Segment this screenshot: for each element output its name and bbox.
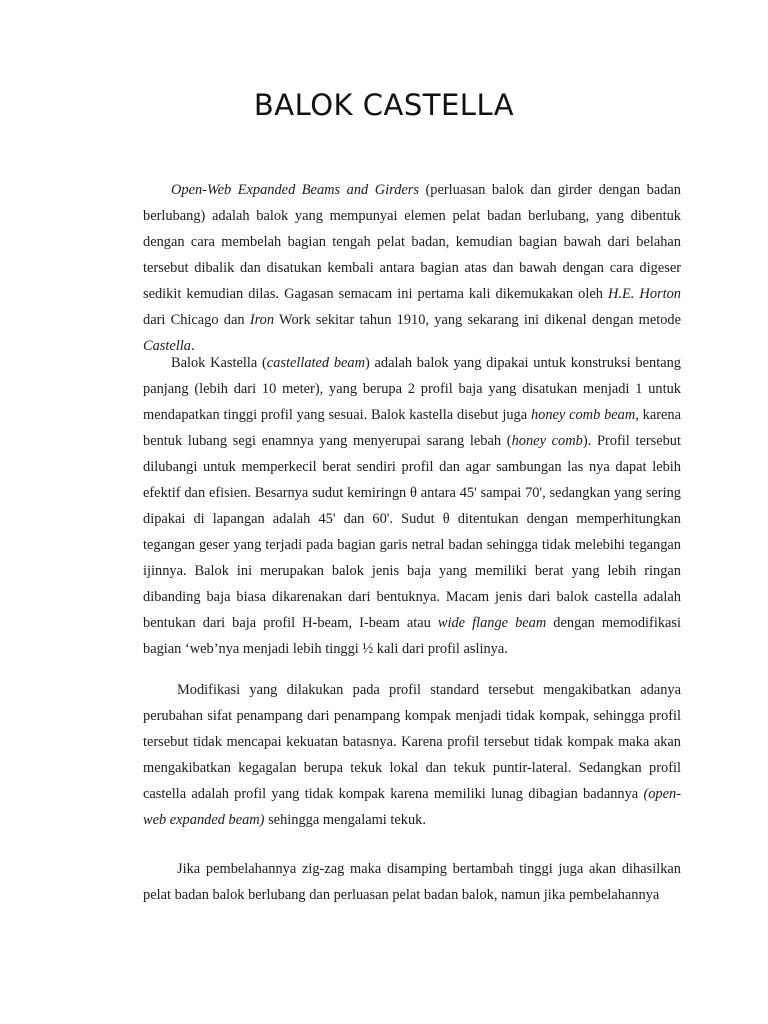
italic-term: wide flange beam xyxy=(437,615,547,631)
paragraph-text: , karena bentuk lubang segi enamnya yang menyerupai sarang lebah ( xyxy=(143,407,681,449)
paragraph-text: ) adalah balok yang dipakai untuk konstruksi bentang panjang (lebih dari 10 meter), yang berupa 2 profil baja yang disatukan menjadi 1 untuk mendapatkan tinggi profil yang sesuai. Balok kastella disebut juga xyxy=(143,355,681,423)
paragraph-text: Balok Kastella ( xyxy=(171,355,267,371)
paragraph-text: Work sekitar tahun 1910, yang sekarang ini dikenal dengan metode xyxy=(274,312,681,328)
paragraph-text: dari Chicago dan xyxy=(143,312,250,328)
italic-term: Castella xyxy=(143,338,191,354)
italic-term: Open-Web Expanded Beams and Girders xyxy=(171,182,419,198)
italic-term: honey comb xyxy=(511,433,583,449)
paragraph-text: Modifikasi yang dilakukan pada profil standard tersebut mengakibatkan adanya perubahan sifat penampang dari penampang kompak menjadi tidak kompak, sehingga profil tersebut tidak mencapai kekuatan batasnya. Karena profil tersebut tidak kompak maka akan mengakibatkan kegagalan berupa tekuk lokal dan tekuk puntir-lateral. Sedangkan profil castella adalah profil yang tidak kompak karena memiliki lunag dibagian badannya xyxy=(143,682,681,802)
document-title: BALOK CASTELLA xyxy=(253,88,515,122)
paragraph-text: ). Profil tersebut dilubangi untuk memperkecil berat sendiri profil dan agar sambungan las nya dapat lebih efektif dan efisien. Besarnya sudut kemiringn θ antara 45' sampai 70', sedangkan yang sering dipakai di lapangan adalah 45' dan 60'. Sudut θ ditentukan dengan memperhitungkan tegangan geser yang terjadi pada bagian garis netral badan sehingga tidak melebihi tegangan ijinnya. Balok ini merupakan balok jenis baja yang memiliki berat yang lebih ringan dibanding baja biasa dikarenakan dari bentuknya. Macam jenis dari balok castella adalah bentukan dari baja profil H-beam, I-beam atau xyxy=(143,433,681,631)
paragraph-modifikasi xyxy=(143,677,681,833)
paragraph-text: . xyxy=(190,338,195,354)
paragraph-text: sehingga mengalami tekuk. xyxy=(264,812,426,828)
paragraph-balok-kastella xyxy=(143,350,681,662)
italic-term: H.E. Horton xyxy=(607,286,681,302)
italic-term: castellated beam xyxy=(266,355,365,371)
italic-term: (open-web expanded beam) xyxy=(143,786,681,828)
paragraph-zig-zag xyxy=(143,856,681,908)
paragraph-text: (perluasan balok dan girder dengan badan berlubang) adalah balok yang mempunyai elemen pelat badan berlubang, yang dibentuk dengan cara membelah bagian tengah pelat badan, kemudian bagian bawah dari belahan tersebut dibalik dan disatukan kembali antara bagian atas dan bawah dengan cara digeser sedikit kemudian dilas. Gagasan semacam ini pertama kali dikemukakan oleh xyxy=(143,182,681,302)
italic-term: honey comb beam xyxy=(530,407,636,423)
paragraph-text: Jika pembelahannya zig-zag maka disamping bertambah tinggi juga akan dihasilkan pelat badan balok berlubang dan perluasan pelat badan balok, namun jika pembelahannya xyxy=(143,861,681,903)
paragraph-text: dengan memodifikasi bagian ‘web’nya menjadi lebih tinggi ½ kali dari profil aslinya. xyxy=(143,615,682,657)
italic-term: Iron xyxy=(249,312,275,328)
paragraph-open-web xyxy=(143,177,681,359)
